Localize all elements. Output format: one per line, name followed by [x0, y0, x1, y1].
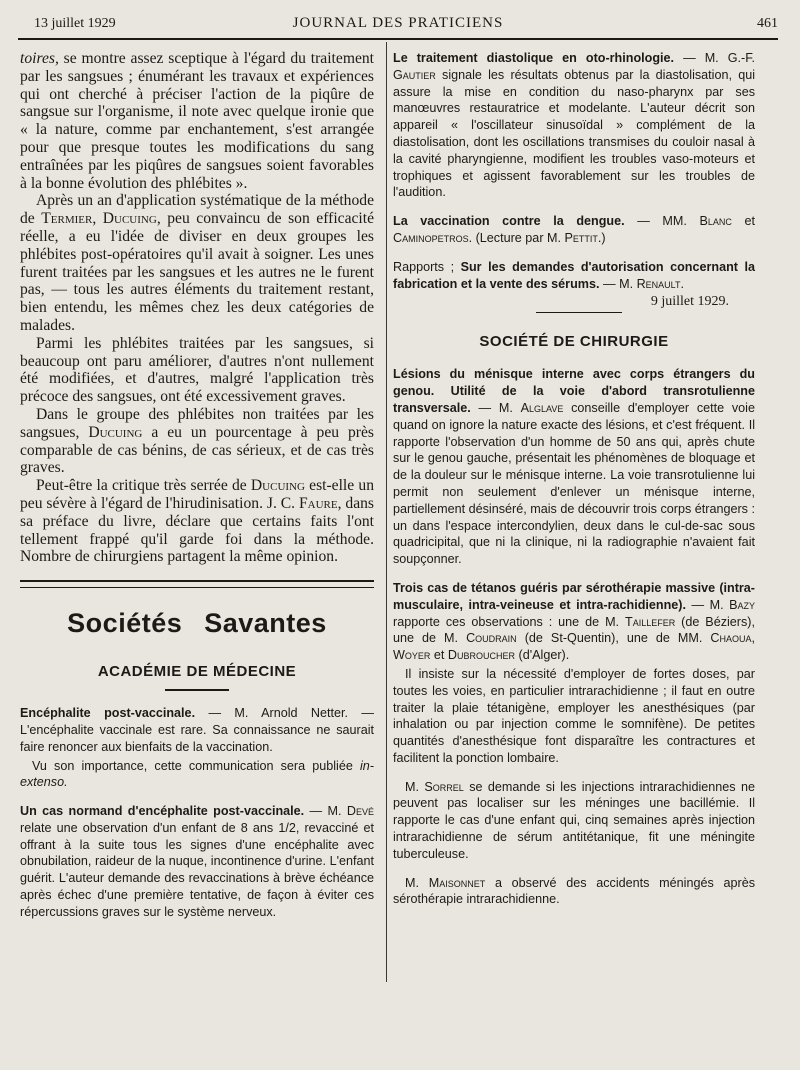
entry-cas-normand: Un cas normand d'encéphalite post-vaccinale. — M. Devé relate une observation d'un enfant de 8 ans 1/2, revacciné et offrant à la suite tous les signes d'une encéphalite avec obnubilation, raideur de la nuque, incontinence d'urine. L'enfant guérit. L'auteur demande des revaccinations à brève échéance après échec d'une première tentative, de façon à éviter ces répercussions graves sur le système nerveux. — [20, 804, 374, 919]
right-column — [393, 50, 755, 908]
author-name: Chaoua — [710, 631, 752, 646]
academy-title: ACADÉMIE DE MÉDECINE — [97, 663, 297, 681]
author-name: Caminopetros — [393, 230, 469, 245]
page-number: 461 — [757, 16, 778, 31]
paragraph: Dans le groupe des phlébites non traitées par les sangsues, Ducuing a eu un pourcentage à peu près comparable de cas bénins, de cas sérieux, et de cas très graves. — [20, 405, 374, 477]
title-rule — [165, 689, 229, 691]
author-name: Woyer — [393, 648, 431, 663]
page-header — [18, 12, 778, 34]
author-name: Alglave — [520, 400, 564, 415]
author-name: Coudrain — [466, 631, 517, 646]
paragraph: Parmi les phlébites traitées par les sangsues, si beaucoup ont paru améliorer, d'autres n'ont nullement été modifiées, et d'autres, malgré l'application très précoce des sangsues, ont été excessivement graves. — [20, 334, 374, 406]
paragraph: Peut-être la critique très serrée de Ducuing est-elle un peu sévère à l'égard de l'hirudinisation. J. C. Faure, dans sa préface du livre, déclare que certains faits l'ont tellement frappé qu'il garde foi dans la méthode. Nombre de chirurgiens partagent la même opinion. — [20, 477, 374, 566]
left-column — [20, 50, 374, 921]
author-name: Blanc — [699, 214, 732, 229]
paragraph: Après un an d'application systématique de la méthode de Termier, Ducuing, peu convaincu de son efficacité réelle, a eu l'idée de diviser en deux groupes les phlébites post-opératoires qu'il avait à soigner. Les unes furent traitées par les sangsues et les autres ne le furent pas, — tous les autres éléments du traitement restant, bien entendu, les mêmes chez les deux catégories de malades. — [20, 192, 375, 334]
section-title: Sociétés Savantes — [67, 608, 327, 639]
author-name: Termier — [41, 210, 93, 228]
author-name: Renault — [636, 276, 681, 291]
entry-diastolique: Le traitement diastolique en oto-rhinologie. — M. G.-F. Gautier signale les résultats obtenus par la diastolisation, qui assure la mise en condition du naso-pharynx par ses manœuvres restauratrice et modelante. L'auteur décrit son appareil « l'oscillateur sinusoïdal » complément de la diastolisation, dont les oscillations transmises du couloir nasal à la cavité pharyngienne, modifient les troubles vaso-moteurs et trophiques et agissent favorablement sur les troubles de l'audition. — [393, 51, 755, 200]
entry-rapports: Rapports ; Sur les demandes d'autorisation concernant la fabrication et la vente des sérums. — M. Renault. — [393, 259, 755, 291]
author-name: Ducuing — [102, 210, 157, 228]
author-name: Faure — [298, 494, 338, 512]
author-name: Sorrel — [424, 779, 464, 794]
society-title: SOCIÉTÉ DE CHIRURGIE — [479, 333, 669, 351]
entry-dengue: La vaccination contre la dengue. — MM. Blanc et Caminopetros. (Lecture par M. Pettit.) — [393, 214, 755, 245]
header-rule — [18, 38, 778, 40]
column-divider — [386, 42, 387, 982]
session-date: 9 juillet 1929. — [650, 294, 729, 310]
author-name: Devé — [346, 804, 374, 819]
author-name: Taillefer — [625, 614, 676, 629]
author-name: Ducuing — [88, 423, 143, 441]
entry-menisque: Lésions du ménisque interne avec corps étrangers du genou. Utilité de la voie d'abord transrotulienne transversale. — M. Alglave conseille d'employer cette voie quand on ignore la nature exacte des lésions, et c'est fréquent. Il rapporte l'observation d'un homme de 50 ans qui, après chute sur le genou gauche, présentait les phénomènes de bloquage et de la douleur sur le ménisque interne. La voie transrotulienne lui permit non seulement d'enlever un ménisque interne, partiellement désinséré, mais de découvrir trois corps étrangers : un dans l'espace intercondylien, deux dans le cul-de-sac sous quadricipital, que ni la clinique, ni la radiographie n'avaient fait soupçonner. — [393, 367, 755, 567]
paragraph: Il insiste sur la nécessité d'employer de fortes doses, par toutes les voies, en particulier intrarachidienne ; il faut en outre traiter la plaie tétanigène, employer les anesthésiques (par inhalation ou par injection comme le somnifène). De petites quantités d'anesthésique font disparaître les contractures et facilitent la ponction lombaire. — [393, 666, 755, 765]
entry-note: Vu son importance, cette communication sera publiée in-extenso. — [20, 758, 374, 790]
author-name: Ducuing — [250, 477, 305, 495]
entry-tetanos: Trois cas de tétanos guéris par sérothérapie massive (intra-musculaire, intra-veineuse et intra-rachidienne). — M. Bazy rapporte ces observations : une de M. Taillefer (de Béziers), une de M. Coudrain (de St-Quentin), une de MM. Chaoua, Woyer et Dubroucher (d'Alger). — [393, 580, 756, 663]
author-name: Pettit — [564, 230, 598, 245]
author-name: Gautier — [393, 67, 436, 82]
article-continuation — [20, 50, 374, 566]
author-name: Bazy — [729, 597, 755, 612]
author-name: Dubroucher — [447, 648, 516, 663]
author-name: Maisonnet — [428, 875, 486, 890]
header-date: 13 juillet 1929 — [34, 16, 116, 31]
paragraph: toires, se montre assez sceptique à l'égard du traitement par les sangsues ; énumérant les travaux et expériences qui ont cherché à préciser l'action de la piqûre de sangsue sur l'organisme, il note avec quelque ironie que « la nature, comme par enchantement, s'est arrangée pour que presque toutes les modifications du sang entraînées par les piqûres de sangsues soient favorables à la bonne évolution des phlébites ». — [20, 50, 374, 192]
entry-sorrel: M. Sorrel se demande si les injections intrarachidiennes ne peuvent pas localiser sur les méninges une bacillémie. Il rapporte le cas d'une enfant qui, cinq semaines après injection intrarachidienne de sérum antitétanique, fit une méningite tuberculeuse. — [393, 779, 755, 861]
entry-maisonnet: M. Maisonnet a observé des accidents méningés après sérothérapie intrarachidienne. — [393, 875, 755, 907]
entry-encephalite: Encéphalite post-vaccinale. — M. Arnold Netter. — L'encéphalite vaccinale est rare. Sa connaissance ne saurait faire renoncer aux bienfaits de la vaccination. — [20, 706, 374, 754]
journal-title: JOURNAL DES PRATICIENS — [292, 15, 504, 31]
section-separator — [20, 580, 374, 588]
academy-content — [20, 705, 374, 921]
date-rule — [536, 312, 622, 313]
